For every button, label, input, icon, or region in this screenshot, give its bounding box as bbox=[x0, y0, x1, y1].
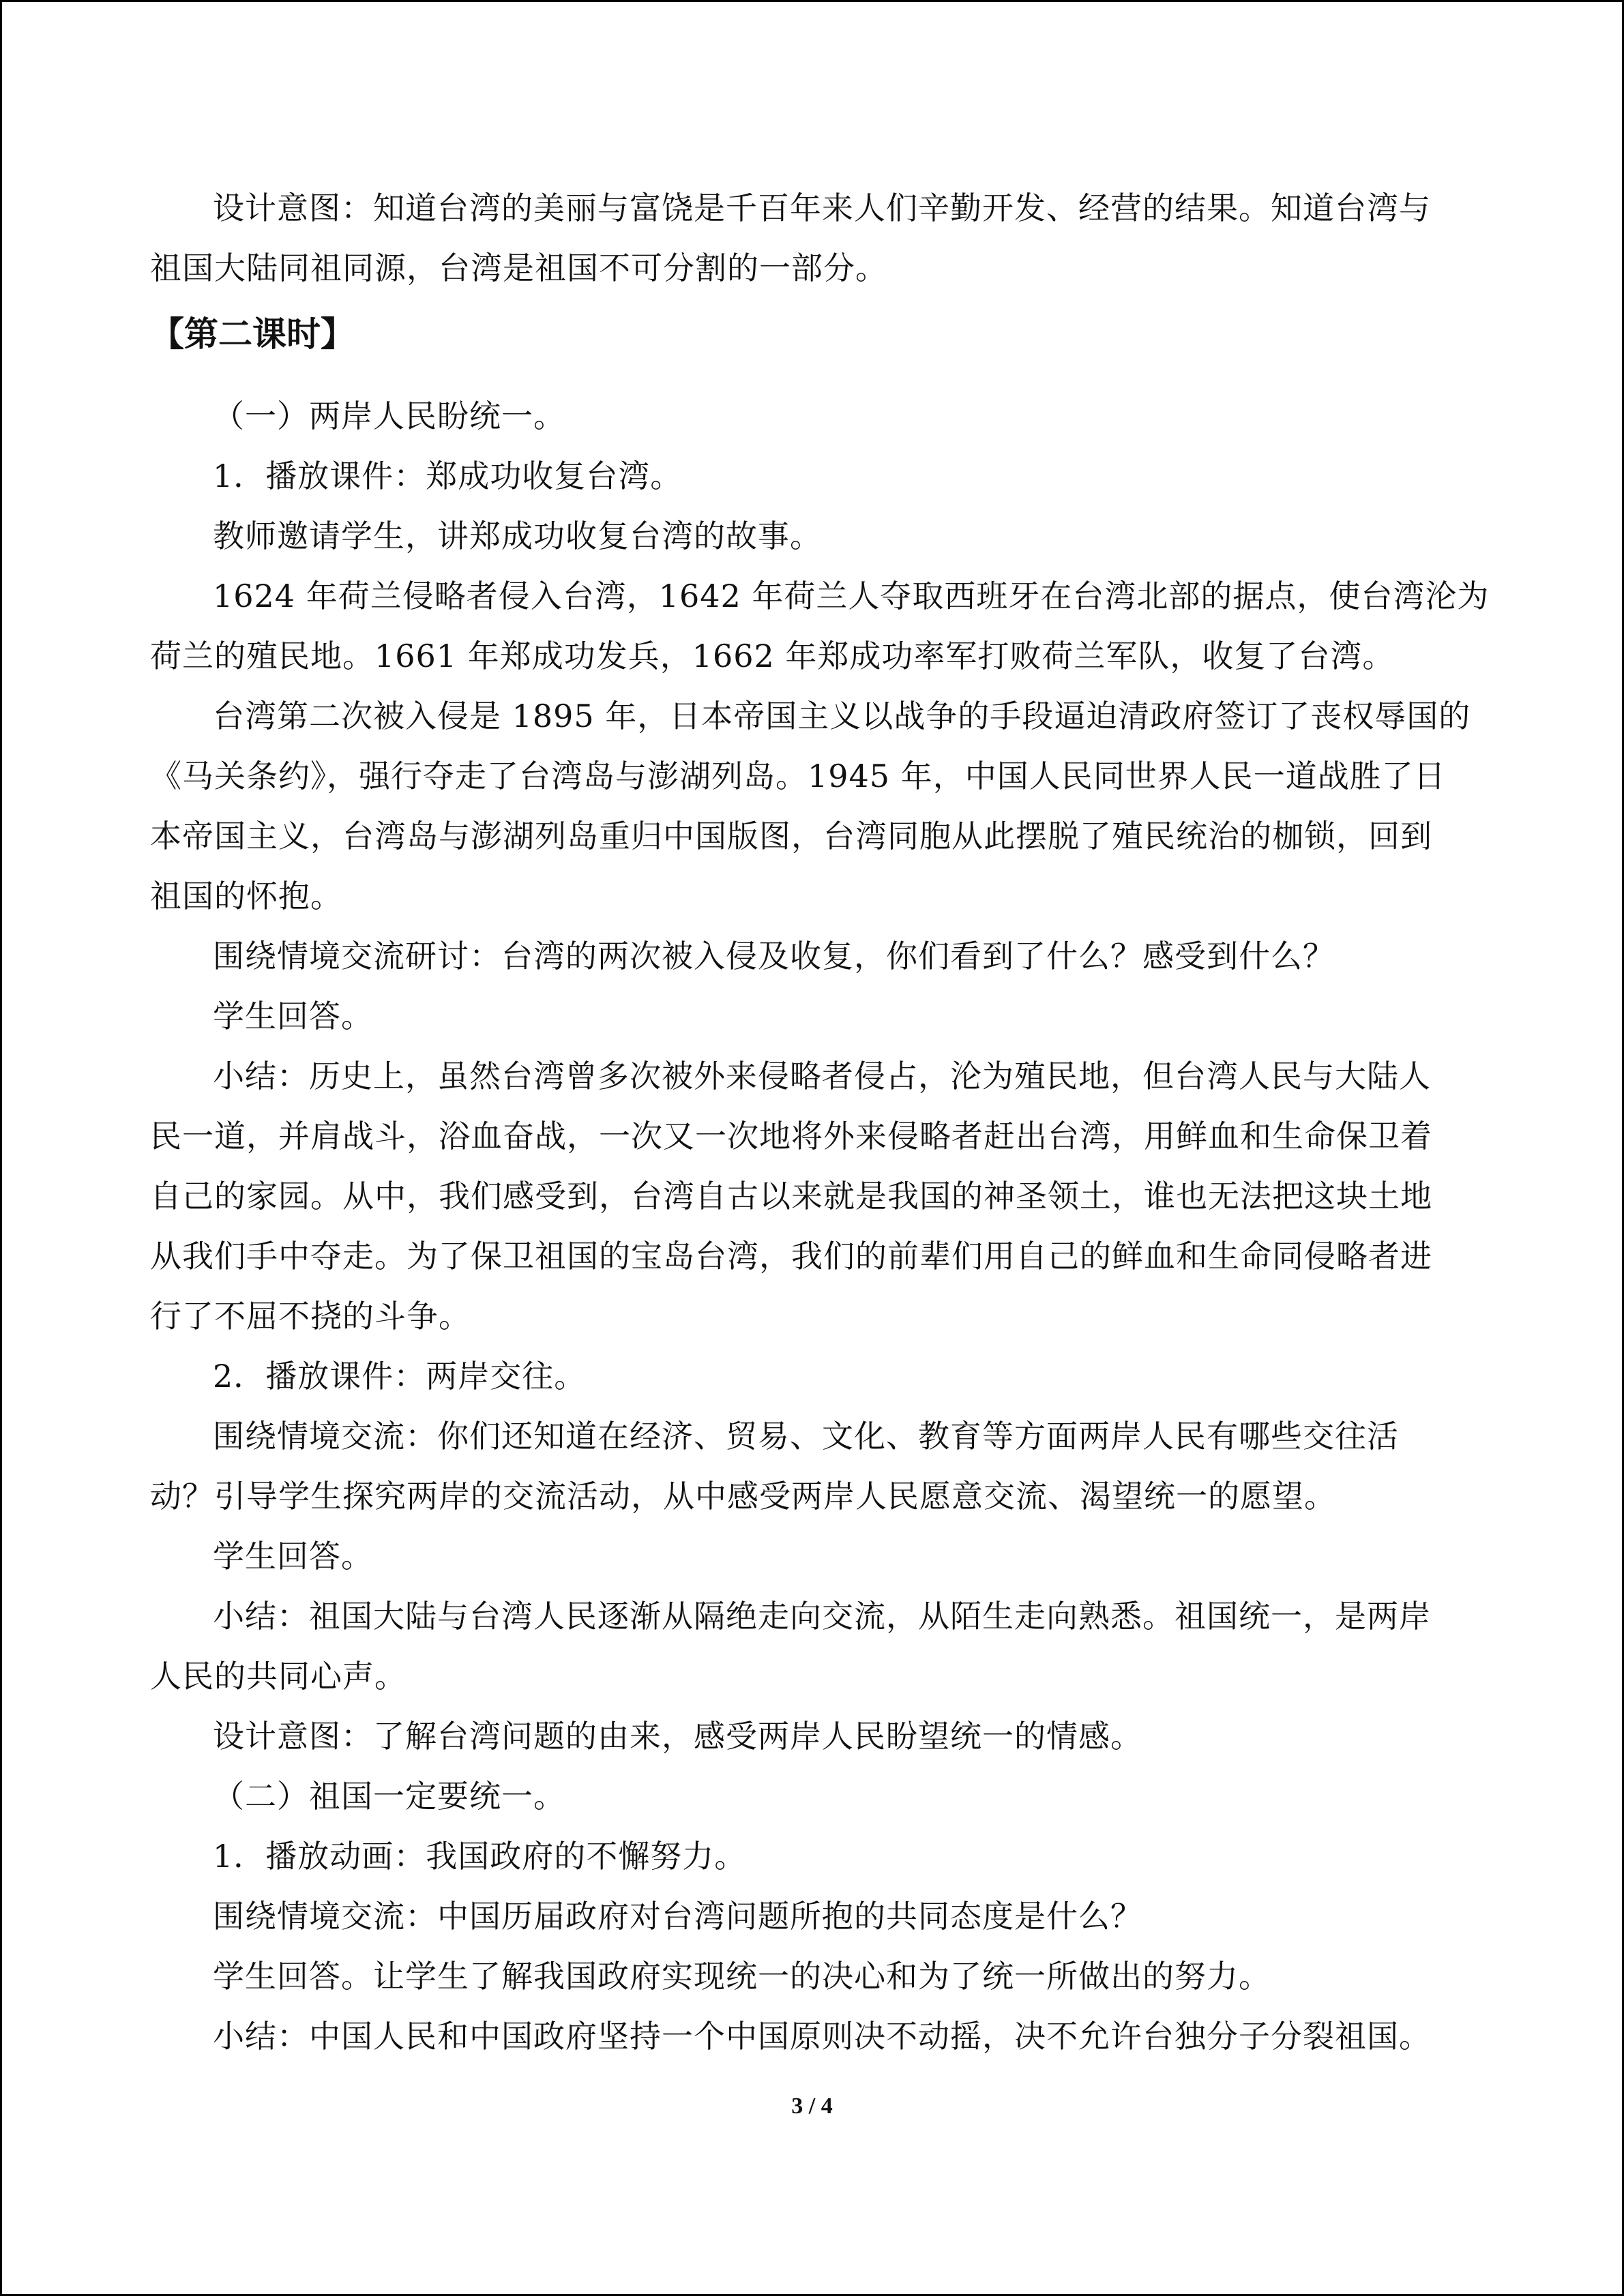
text-line: 本帝国主义，台湾岛与澎湖列岛重归中国版图，台湾同胞从此摆脱了殖民统治的枷锁，回到 bbox=[150, 818, 1432, 854]
text-line: 台湾第二次被入侵是 1895 年，日本帝国主义以战争的手段逼迫清政府签订了丧权辱国的 bbox=[213, 698, 1471, 734]
text-line: （一）两岸人民盼统一。 bbox=[213, 398, 565, 434]
text-line: 1．播放课件：郑成功收复台湾。 bbox=[213, 458, 683, 494]
text-line: 动？引导学生探究两岸的交流活动，从中感受两岸人民愿意交流、渴望统一的愿望。 bbox=[150, 1478, 1336, 1515]
text-line: 人民的共同心声。 bbox=[150, 1658, 407, 1695]
text-line: 小结：中国人民和中国政府坚持一个中国原则决不动摇，决不允许台独分子分裂祖国。 bbox=[213, 2018, 1431, 2055]
page-number: 3 / 4 bbox=[791, 2093, 833, 2119]
text-line: 祖国大陆同祖同源，台湾是祖国不可分割的一部分。 bbox=[150, 250, 887, 286]
text-line: 围绕情境交流：你们还知道在经济、贸易、文化、教育等方面两岸人民有哪些交往活 bbox=[213, 1418, 1399, 1455]
text-line: 设计意图：知道台湾的美丽与富饶是千百年来人们辛勤开发、经营的结果。知道台湾与 bbox=[213, 190, 1431, 226]
text-line: 自己的家园。从中，我们感受到，台湾自古以来就是我国的神圣领土，谁也无法把这块土地 bbox=[150, 1178, 1432, 1214]
text-line: 1．播放动画：我国政府的不懈努力。 bbox=[213, 1838, 747, 1875]
text-line: 荷兰的殖民地。1661 年郑成功发兵，1662 年郑成功率军打败荷兰军队，收复了台湾。 bbox=[150, 638, 1395, 674]
text-line: 小结：历史上，虽然台湾曾多次被外来侵略者侵占，沦为殖民地，但台湾人民与大陆人 bbox=[213, 1058, 1431, 1094]
text-line: 2．播放课件：两岸交往。 bbox=[213, 1358, 587, 1395]
text-line: 行了不屈不挠的斗争。 bbox=[150, 1298, 471, 1335]
text-line: 学生回答。让学生了解我国政府实现统一的决心和为了统一所做出的努力。 bbox=[213, 1958, 1271, 1995]
text-line: 小结：祖国大陆与台湾人民逐渐从隔绝走向交流，从陌生走向熟悉。祖国统一，是两岸 bbox=[213, 1598, 1431, 1635]
text-line: 1624 年荷兰侵略者侵入台湾，1642 年荷兰人夺取西班牙在台湾北部的据点，使台湾沦为 bbox=[213, 578, 1490, 614]
text-line: 祖国的怀抱。 bbox=[150, 878, 342, 914]
section-heading: 【第二课时】 bbox=[150, 314, 355, 354]
text-line: （二）祖国一定要统一。 bbox=[213, 1778, 565, 1815]
text-line: 围绕情境交流：中国历届政府对台湾问题所抱的共同态度是什么？ bbox=[213, 1898, 1142, 1935]
text-line: 学生回答。 bbox=[213, 998, 373, 1034]
text-line: 设计意图：了解台湾问题的由来，感受两岸人民盼望统一的情感。 bbox=[213, 1718, 1142, 1755]
text-line: 《马关条约》，强行夺走了台湾岛与澎湖列岛。1945 年，中国人民同世界人民一道战胜了日 bbox=[150, 758, 1446, 794]
text-line: 学生回答。 bbox=[213, 1538, 373, 1575]
text-line: 民一道，并肩战斗，浴血奋战，一次又一次地将外来侵略者赶出台湾，用鲜血和生命保卫着 bbox=[150, 1118, 1432, 1154]
text-line: 教师邀请学生，讲郑成功收复台湾的故事。 bbox=[213, 518, 822, 554]
text-line: 从我们手中夺走。为了保卫祖国的宝岛台湾，我们的前辈们用自己的鲜血和生命同侵略者进 bbox=[150, 1238, 1432, 1274]
text-line: 围绕情境交流研讨：台湾的两次被入侵及收复，你们看到了什么？感受到什么？ bbox=[213, 938, 1335, 974]
